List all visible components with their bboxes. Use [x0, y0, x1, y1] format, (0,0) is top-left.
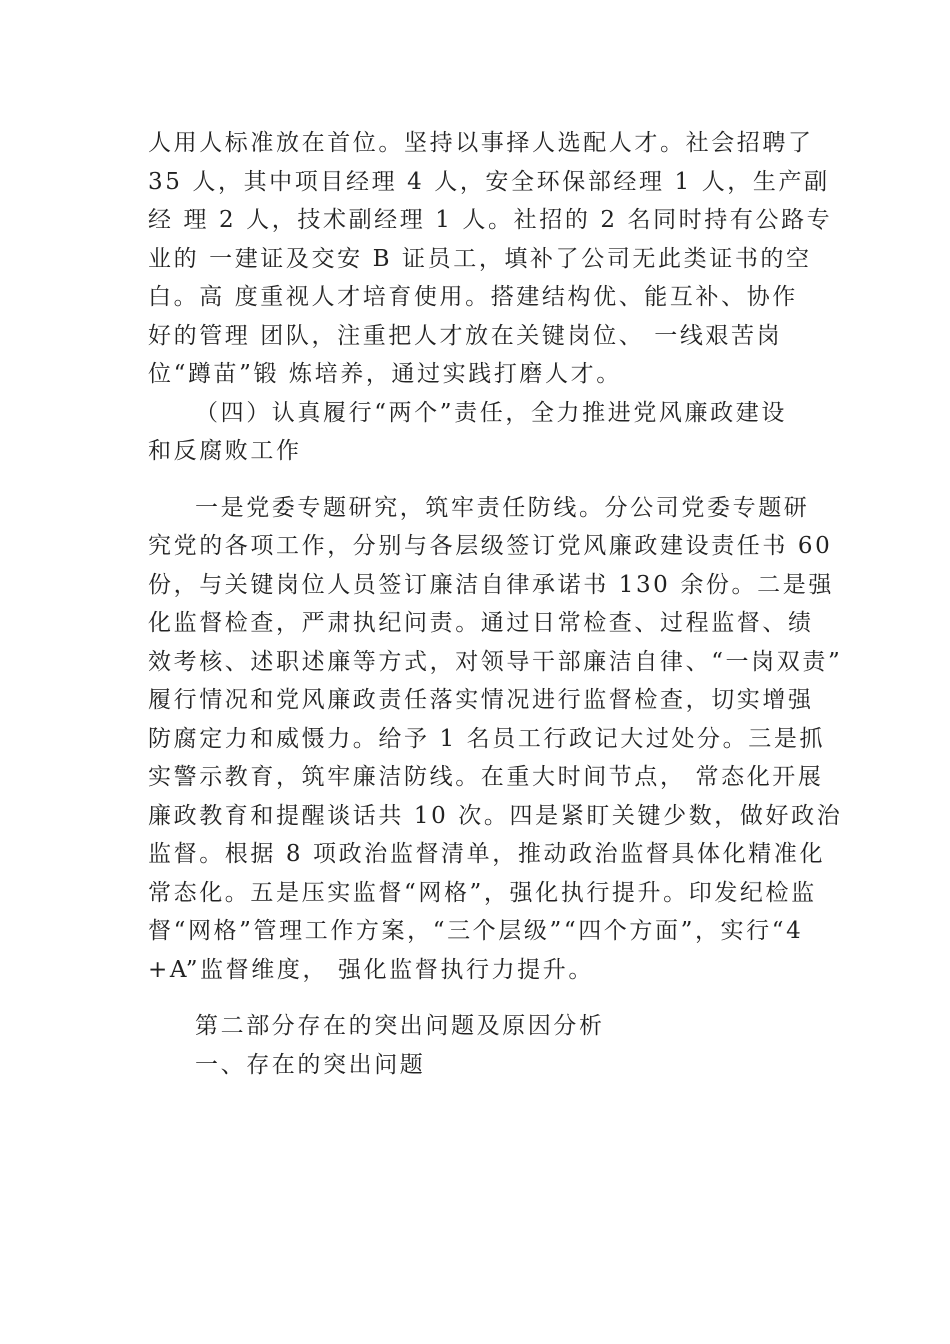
- text-line: 实警示教育，筑牢廉洁防线。在重大时间节点， 常态化开展: [148, 764, 824, 790]
- text-line: +A”监督维度， 强化监督执行力提升。: [148, 956, 594, 983]
- text-line: 位“蹲苗”锻 炼培养，通过实践打磨人才。: [148, 361, 622, 387]
- text-line: 一是党委专题研究，筑牢责任防线。分公司党委专题研: [195, 494, 810, 521]
- text-line: 白。高 度重视人才培育使用。搭建结构优、能互补、协作: [148, 284, 798, 310]
- text-line: 经 理 2 人，技术副经理 1 人。社招的 2 名同时持有公路专: [148, 207, 833, 233]
- document-body: [148, 124, 843, 1084]
- spacer: [148, 989, 814, 1007]
- text-line: 效考核、述职述廉等方式，对领导干部廉洁自律、“一岗双责”: [148, 648, 843, 675]
- paragraph-talent: [148, 124, 833, 394]
- text-line: 份，与关键岗位人员签订廉洁自律承诺书 130 余份。二是强: [148, 571, 834, 598]
- text-line: 究党的各项工作，分别与各层级签订党风廉政建设责任书 60: [148, 533, 833, 559]
- heading-line: 和反腐败工作: [148, 438, 302, 464]
- spacer: [148, 471, 814, 489]
- text-line: 廉政教育和提醒谈话共 10 次。四是紧盯关键少数，做好政治: [148, 802, 843, 829]
- text-line: 常态化。五是压实监督“网格”，强化执行提升。印发纪检监: [148, 879, 817, 906]
- text-line: 人用人标准放在首位。坚持以事择人选配人才。社会招聘了: [148, 130, 814, 156]
- text-line: 业的 一建证及交安 B 证员工，填补了公司无此类证书的空: [148, 245, 812, 272]
- text-line: 化监督检查，严肃执纪问责。通过日常检查、过程监督、绩: [148, 610, 814, 636]
- text-line: 35 人，其中项目经理 4 人，安全环保部经理 1 人，生产副: [148, 168, 830, 195]
- text-line: 履行情况和党风廉政责任落实情况进行监督检查，切实增强: [148, 687, 814, 713]
- section-heading-4: [148, 394, 814, 471]
- part-two-subheading: 一、存在的突出问题: [195, 1051, 426, 1078]
- text-line: 防腐定力和威慑力。给予 1 名员工行政记大过处分。三是抓: [148, 725, 826, 752]
- text-line: 督“网格”管理工作方案，“三个层级”“四个方面”，实行“4: [148, 918, 804, 944]
- text-line: 监督。根据 8 项政治监督清单，推动政治监督具体化精准化: [148, 841, 826, 867]
- part-two-title: 第二部分存在的突出问题及原因分析: [195, 1013, 605, 1039]
- heading-line: （四）认真履行“两个”责任，全力推进党风廉政建设: [195, 399, 787, 426]
- paragraph-anticorruption: [148, 489, 843, 990]
- text-line: 好的管理 团队，注重把人才放在关键岗位、 一线艰苦岗: [148, 322, 783, 349]
